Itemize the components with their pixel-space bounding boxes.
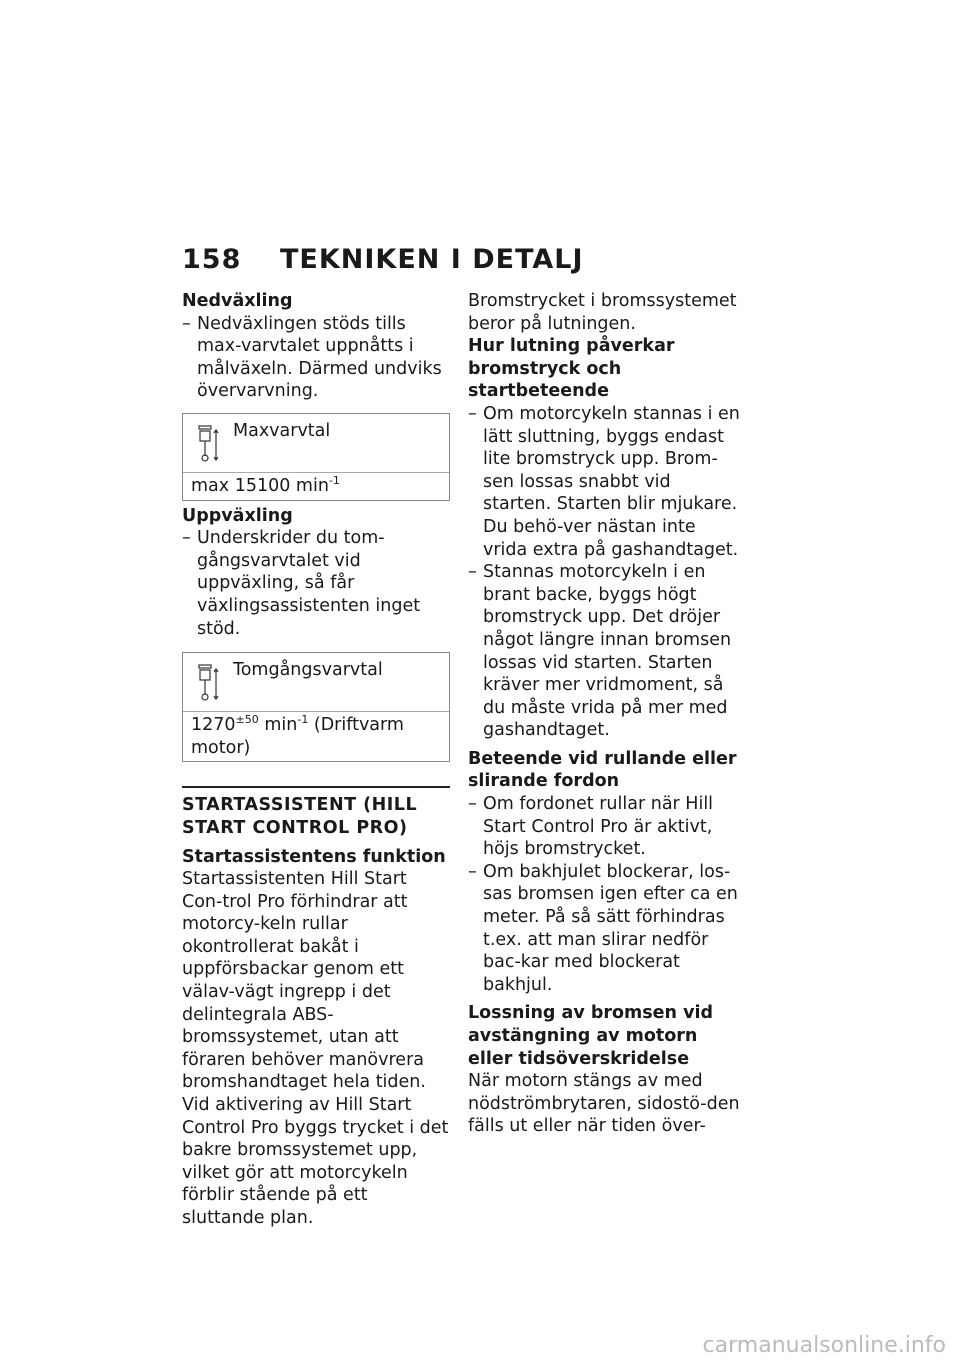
rolling-list [468, 793, 744, 996]
list-item: – Stannas motorcykeln i en brant backe, byggs högt bromstryck upp. Det dröjer något längre innan bromsen lossas vid starten. Starten kräver mer vridmoment, så du måste vrida på mer med gashandtaget. [468, 562, 732, 741]
section-title-incline: Hur lutning påverkar bromstryck och startbeteende [468, 336, 675, 402]
incline-list [468, 403, 744, 742]
section-title-downshift: Nedväxling [182, 291, 293, 311]
spec-label: Maxvarvtal [233, 420, 331, 441]
upshift-list [182, 527, 450, 640]
spec-box-max-rpm [182, 413, 450, 501]
section-title-function: Startassistentens funktion [182, 846, 446, 867]
list-item: – Om bakhjulet blockerar, los-sas bromsen igen efter ca en meter. På så sätt förhindras t.ex. att man slirar nedför bac-kar med blockerat bakhjul. [468, 861, 738, 995]
list-item: – Nedväxlingen stöds tills max-varvtalet uppnåtts i målväxeln. Därmed undviks övervarvning. [182, 313, 442, 402]
chapter-title: TEKNIKEN I DETALJ [280, 244, 584, 275]
section-title-release: Lossning av bromsen vid avstängning av motorn eller tidsöverskridelse [468, 1003, 714, 1069]
spec-label: Tomgångsvarvtal [233, 660, 383, 681]
spec-value: $1270^{\pm 50}$ $\min^{-1}$ (Driftvarm motor) [191, 713, 404, 758]
right-column [468, 290, 744, 1138]
watermark: carmanualsonline.info [702, 1333, 946, 1358]
section-heading-start-assist: STARTASSISTENT (HILL START CONTROL PRO) [182, 795, 418, 838]
downshift-list [182, 313, 450, 403]
section-title-upshift: Uppväxling [182, 505, 293, 526]
spec-value: max 15100 $\min^{-1}$ [191, 474, 340, 496]
spec-box-idle-rpm [182, 652, 450, 762]
list-item: – Om motorcykeln stannas i en lätt sluttning, byggs endast lite bromstryck upp. Brom-sen lossas snabbt vid starten. Starten blir mjukare. Du behö-ver nästan inte vrida extra på gashandtaget. [468, 403, 740, 560]
brake-pressure-paragraph: Bromstrycket i bromssystemet beror på lutningen. [468, 291, 737, 334]
left-column [182, 290, 450, 1230]
section-title-rolling: Beteende vid rullande eller slirande fordon [468, 748, 737, 792]
section-divider [182, 786, 450, 788]
page-number: 158 [182, 244, 242, 275]
engine-piston-icon [197, 663, 221, 703]
page-header [182, 244, 584, 275]
list-item: – Underskrider du tom-gångsvarvtalet vid uppväxling, så får växlingsassistenten inget stöd. [182, 528, 421, 639]
release-paragraph: När motorn stängs av med nödströmbrytaren, sidostö-den fälls ut eller när tiden över- [468, 1071, 740, 1137]
engine-piston-icon [197, 424, 221, 464]
function-paragraph: Startassistenten Hill Start Con-trol Pro förhindrar att motorcy-keln rullar okontrollerat bakåt i uppförsbackar genom ett välav-vägt ingrepp i det delintegrala ABS-bromssystemet, utan att föraren behöver manövrera bromshandtaget hela tiden. Vid aktivering av Hill Start Control Pro byggs trycket i det bakre bromssystemet upp, vilket gör att motorcykeln förblir stående på ett sluttande plan. [182, 869, 449, 1228]
list-item: – Om fordonet rullar när Hill Start Control Pro är aktivt, höjs bromstrycket. [468, 794, 714, 860]
